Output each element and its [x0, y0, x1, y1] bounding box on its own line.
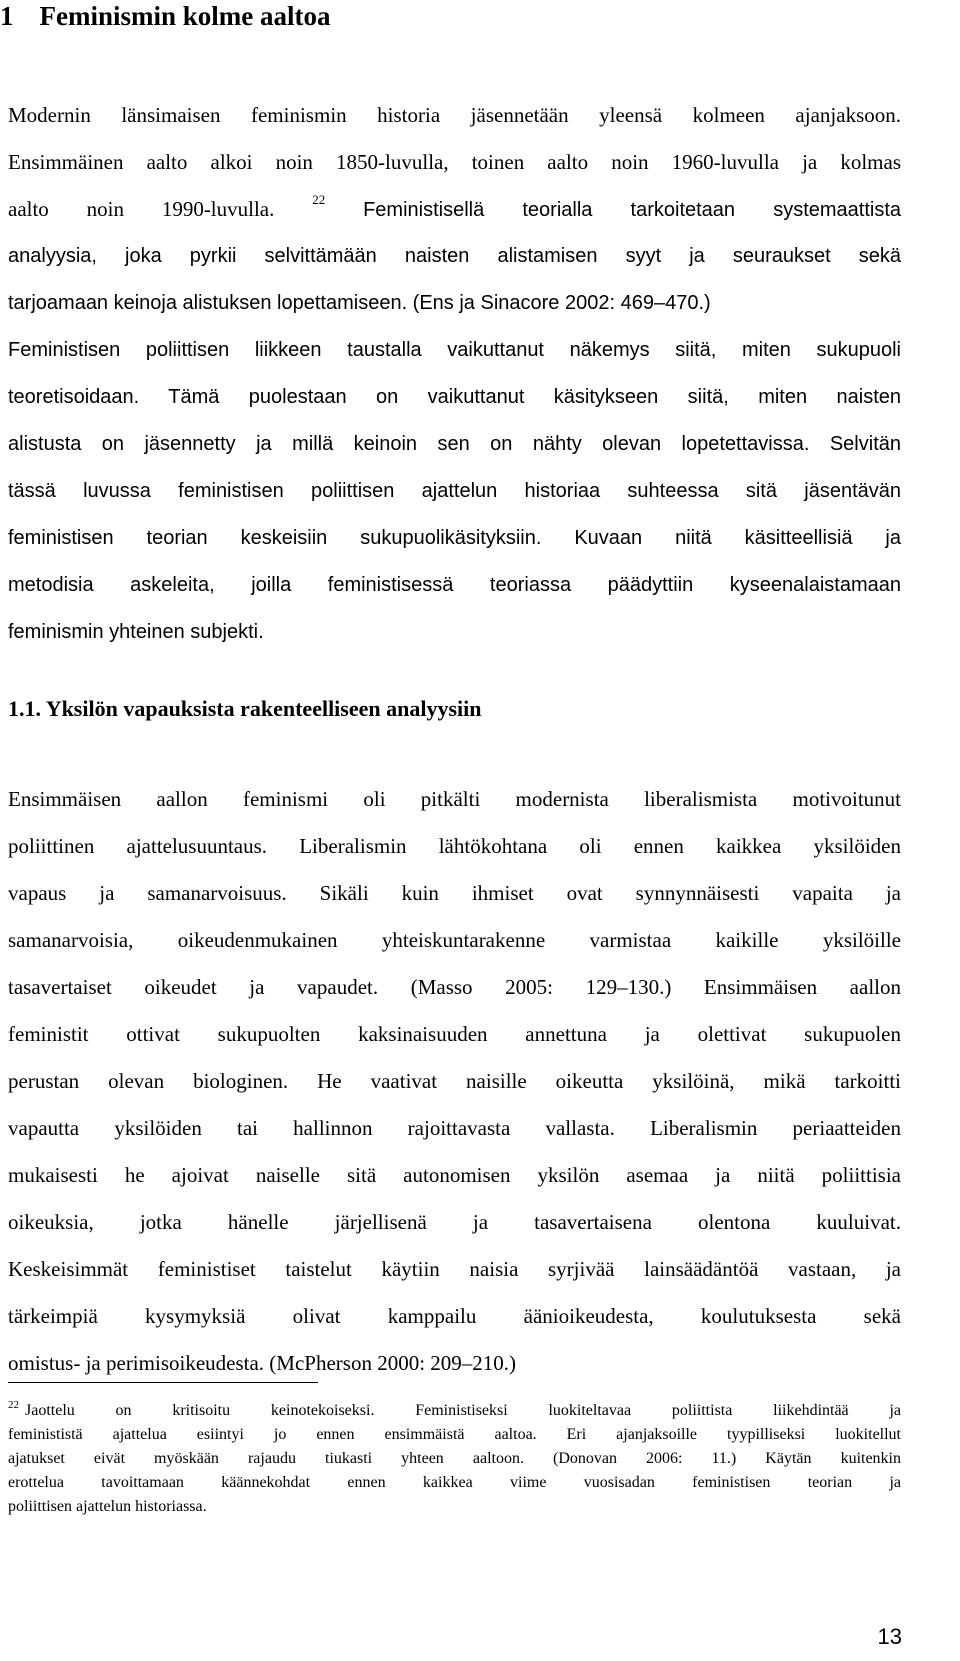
footnote-line: feminististä ajattelua esiintyi jo ennen ensimmäistä aaltoa. Eri ajanjaksoille tyypilliseksi luokitellut — [8, 1426, 901, 1443]
paragraph-line: tasavertaiset oikeudet ja vapaudet. (Masso 2005: 129–130.) Ensimmäisen aallon — [8, 975, 901, 999]
paragraph-line-start: aalto noin 1990-luvulla. — [8, 197, 275, 221]
paragraph-line: tässä luvussa feministisen poliittisen ajattelun historiaa suhteessa sitä jäsentävän — [8, 480, 901, 502]
intro-paragraph — [8, 92, 901, 656]
paragraph-line: Feministisen poliittisen liikkeen taustalla vaikuttanut näkemys siitä, miten sukupuoli — [8, 339, 901, 361]
paragraph-line: alistusta on jäsennetty ja millä keinoin sen on nähty olevan lopetettavissa. Selvitän — [8, 433, 901, 455]
paragraph-line: feministisen teorian keskeisiin sukupuolikäsityksiin. Kuvaan niitä käsitteellisiä ja — [8, 527, 901, 549]
footnote-line: erottelua tavoittamaan käännekohdat ennen kaikkea viime vuosisadan feministisen teorian ja — [8, 1474, 901, 1491]
paragraph-line: Ensimmäinen aalto alkoi noin 1850-luvulla, toinen aalto noin 1960-luvulla ja kolmas — [8, 150, 901, 174]
paragraph-line: Keskeisimmät feministiset taistelut käytiin naisia syrjivää lainsäädäntöä vastaan, ja — [8, 1257, 901, 1281]
footnote-line: poliittisen ajattelun historiassa. — [8, 1498, 207, 1515]
page-number: 13 — [877, 1624, 902, 1649]
footnote-number: 22 — [8, 1399, 19, 1411]
paragraph-line: tarjoamaan keinoja alistuksen lopettamiseen. (Ens ja Sinacore 2002: 469–470.) — [8, 292, 711, 314]
paragraph-line — [8, 186, 901, 233]
footnote-line-text: Jaottelu on kritisoitu keinotekoiseksi. Feministiseksi luokiteltavaa poliittista liikehdintää ja — [25, 1402, 901, 1419]
paragraph-line: perustan olevan biologinen. He vaativat naisille oikeutta yksilöinä, mikä tarkoitti — [8, 1069, 901, 1093]
paragraph-line: samanarvoisia, oikeudenmukainen yhteiskuntarakenne varmistaa kaikille yksilöille — [8, 928, 901, 952]
paragraph-line: tärkeimpiä kysymyksiä olivat kamppailu äänioikeudesta, koulutuksesta sekä — [8, 1304, 901, 1328]
paragraph-line-end: Feministisellä teorialla tarkoitetaan systemaattista — [363, 199, 902, 221]
paragraph-line: teoretisoidaan. Tämä puolestaan on vaikuttanut käsitykseen siitä, miten naisten — [8, 386, 901, 408]
section-paragraph — [8, 776, 901, 1387]
section-number: 1.1. — [8, 696, 41, 721]
footnote-line: ajatukset eivät myöskään rajaudu tiukasti yhteen aaltoon. (Donovan 2006: 11.) Käytän kuitenkin — [8, 1450, 901, 1467]
footnote-divider — [8, 1382, 318, 1383]
paragraph-line: metodisia askeleita, joilla feministisessä teoriassa päädyttiin kyseenalaistamaan — [8, 574, 901, 596]
footnote — [8, 1399, 901, 1519]
paragraph-line: poliittinen ajattelusuuntaus. Liberalismin lähtökohtana oli ennen kaikkea yksilöiden — [8, 834, 901, 858]
paragraph-line: omistus- ja perimisoikeudesta. (McPherson 2000: 209–210.) — [8, 1351, 517, 1375]
paragraph-line: vapaus ja samanarvoisuus. Sikäli kuin ihmiset ovat synnynnäisesti vapaita ja — [8, 881, 901, 905]
section-heading — [8, 694, 482, 724]
paragraph-line: Modernin länsimaisen feminismin historia jäsennetään yleensä kolmeen ajanjaksoon. — [8, 103, 901, 127]
section-title: Yksilön vapauksista rakenteelliseen analyysiin — [45, 696, 482, 721]
paragraph-line: feminismin yhteinen subjekti. — [8, 621, 264, 643]
paragraph-line: analyysia, joka pyrkii selvittämään naisten alistamisen syyt ja seuraukset sekä — [8, 245, 901, 267]
paragraph-line: mukaisesti he ajoivat naiselle sitä autonomisen yksilön asemaa ja niitä poliittisia — [8, 1163, 901, 1187]
chapter-heading — [0, 0, 331, 32]
chapter-title: Feminismin kolme aaltoa — [39, 1, 331, 31]
paragraph-line: feministit ottivat sukupuolten kaksinaisuuden annettuna ja olettivat sukupuolen — [8, 1022, 901, 1046]
footnote-marker: 22 — [312, 192, 326, 207]
paragraph-line: oikeuksia, jotka hänelle järjellisenä ja tasavertaisena olentona kuuluivat. — [8, 1210, 901, 1234]
paragraph-line: Ensimmäisen aallon feminismi oli pitkälti modernista liberalismista motivoitunut — [8, 787, 901, 811]
chapter-number: 1 — [0, 1, 14, 31]
paragraph-line: vapautta yksilöiden tai hallinnon rajoittavasta vallasta. Liberalismin periaatteiden — [8, 1116, 901, 1140]
footnote-line — [8, 1399, 901, 1423]
